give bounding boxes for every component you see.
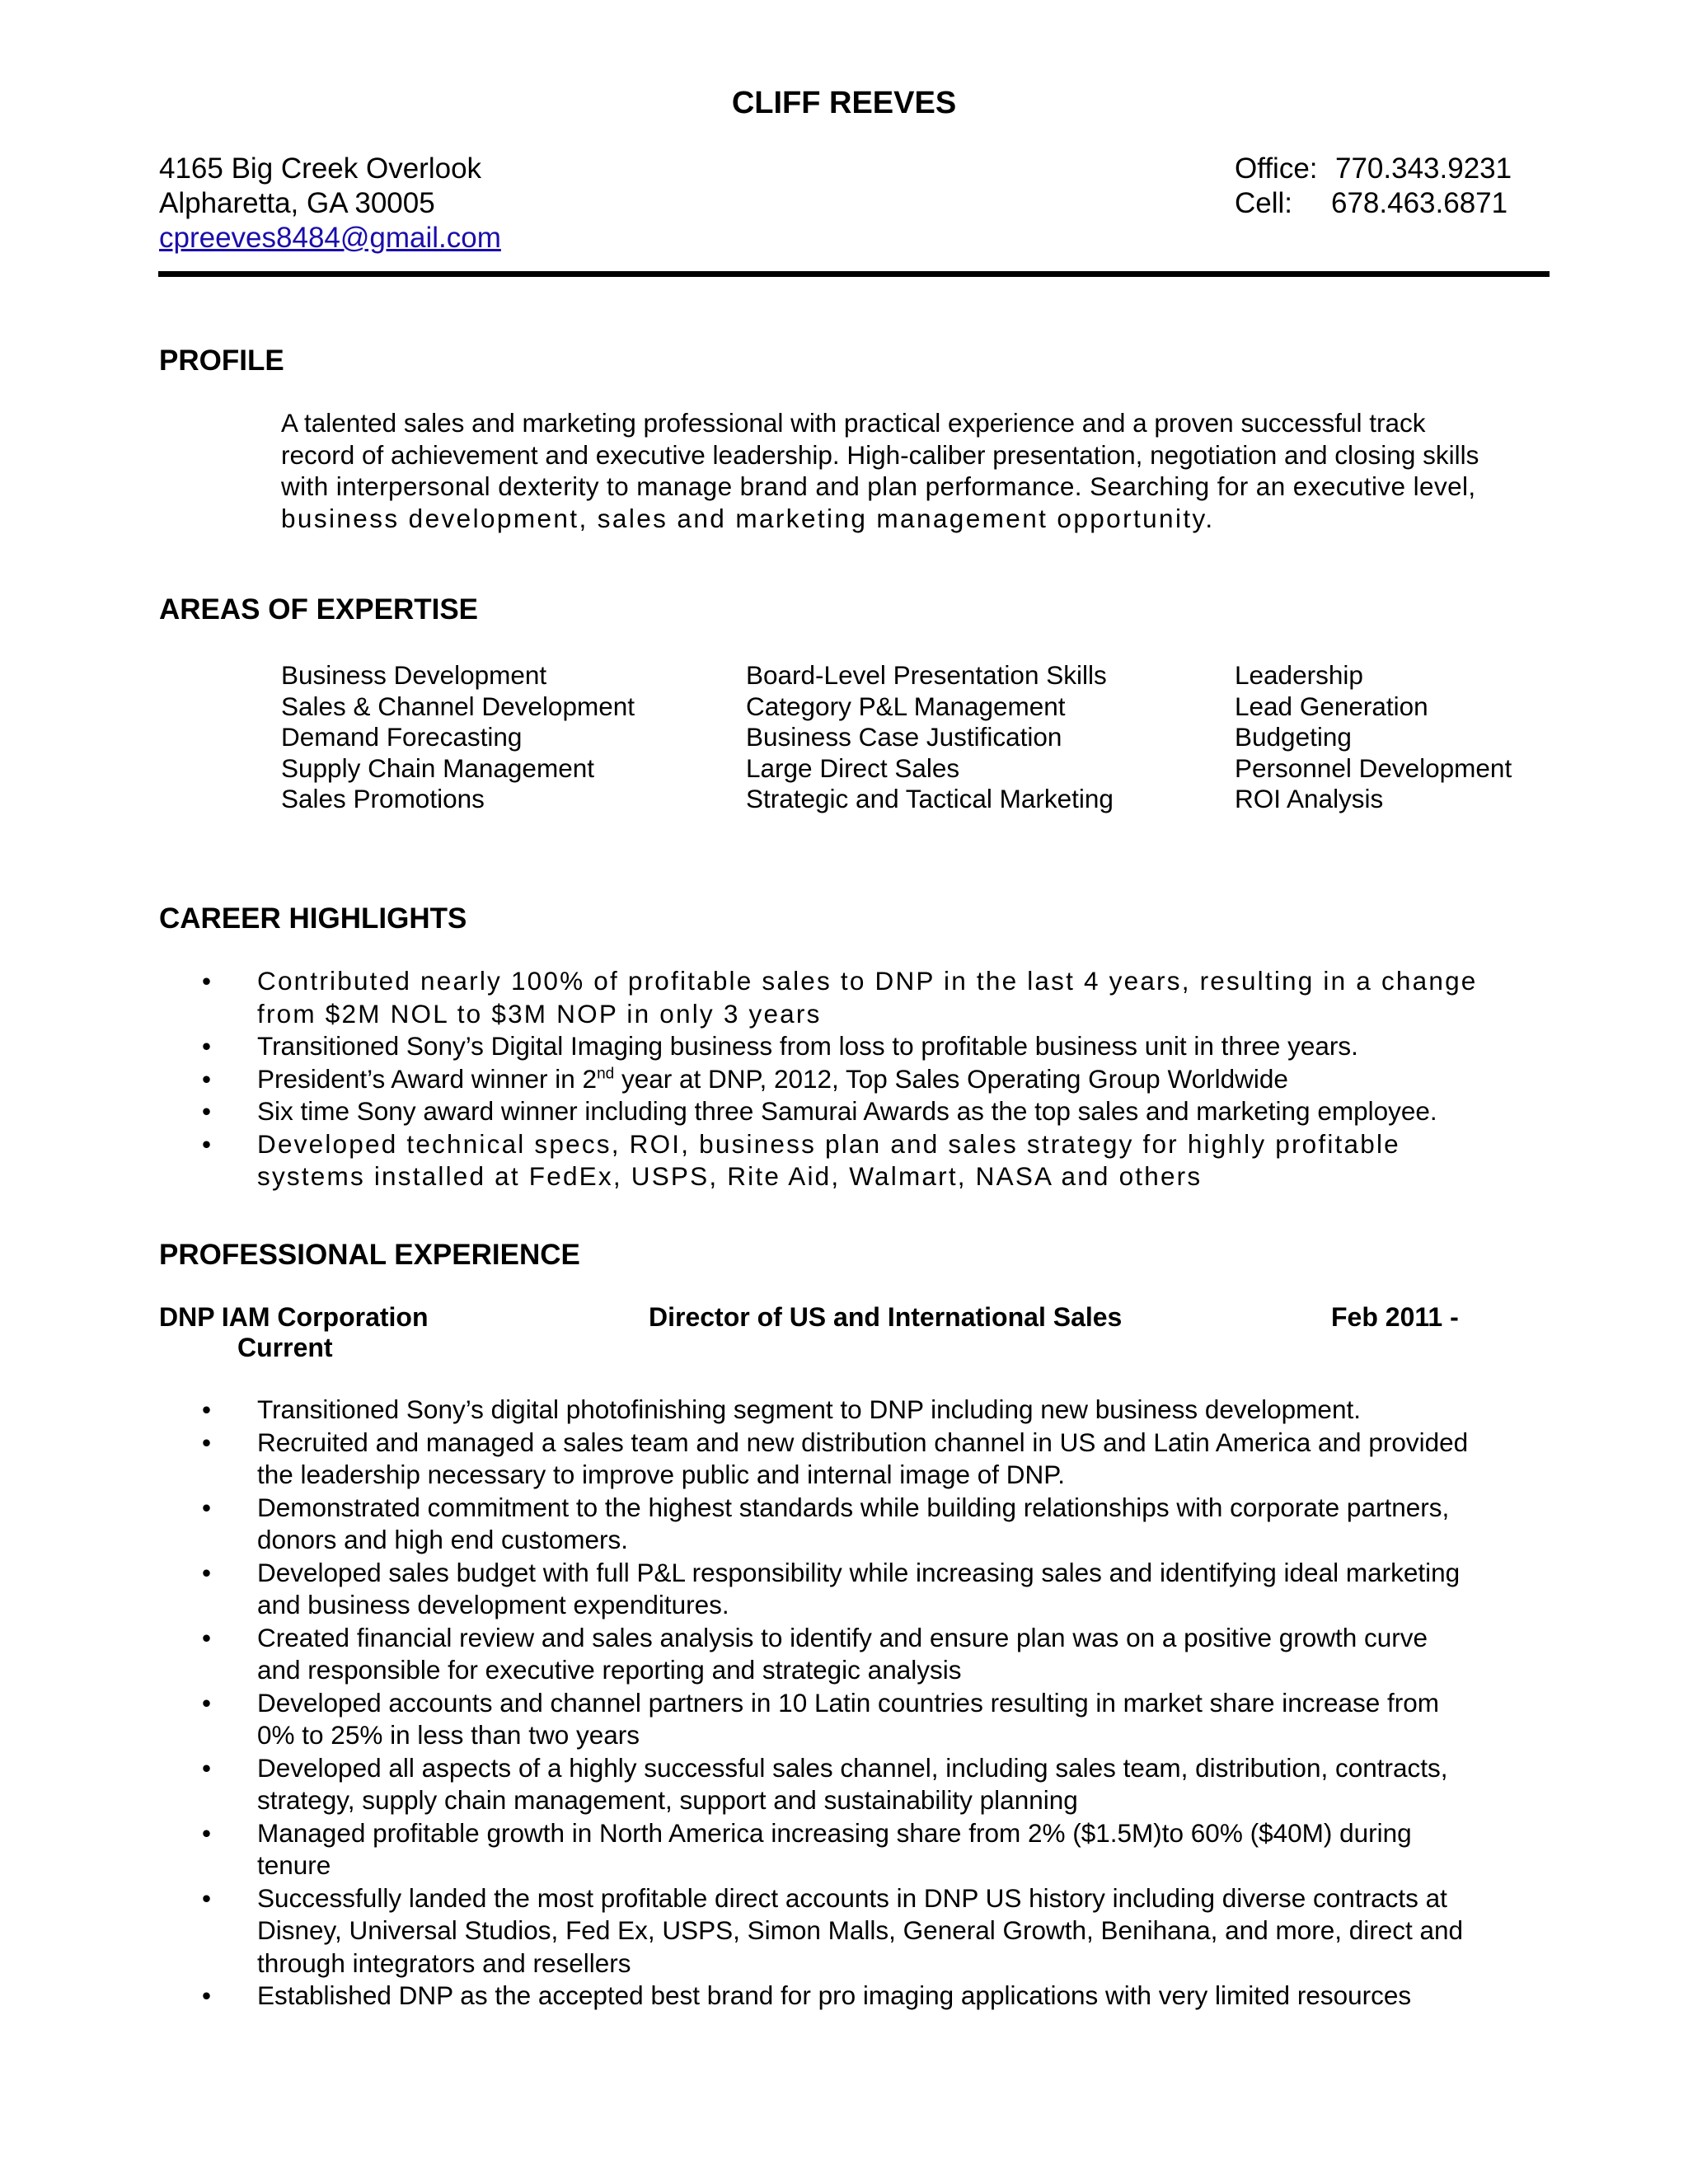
expertise-item: Strategic and Tactical Marketing: [746, 784, 1114, 813]
experience-heading: PROFESSIONAL EXPERIENCE: [159, 1239, 580, 1271]
expertise-item: Lead Generation: [1235, 691, 1428, 721]
expertise-item: Business Case Justification: [746, 722, 1062, 752]
expertise-item: Sales & Channel Development: [281, 691, 635, 721]
list-item: • Developed technical specs, ROI, business plan and sales strategy for highly profitable systems installed at FedEx, USPS, Rite Aid, Walmart, NASA and others: [202, 1128, 1400, 1191]
address-line-1: 4165 Big Creek Overlook: [159, 152, 482, 185]
job-dates: Feb 2011 -: [1331, 1302, 1459, 1332]
list-item: • Six time Sony award winner including three Samurai Awards as the top sales and marketing employee.: [202, 1095, 1562, 1128]
list-item: • Developed sales budget with full P&L responsibility while increasing sales and identifying ideal marketing and business development expenditures.: [202, 1557, 1461, 1619]
bullet-icon: •: [202, 1622, 212, 1652]
expertise-item: Category P&L Management: [746, 691, 1066, 721]
list-item: • Transitioned Sony’s Digital Imaging business from loss to profitable business unit in three years.: [202, 1030, 1562, 1063]
expertise-item: Large Direct Sales: [746, 752, 960, 783]
profile-line: with interpersonal dexterity to manage brand and plan performance. Searching for an executive level,: [281, 471, 1476, 501]
profile-line: A talented sales and marketing professional with practical experience and a proven successful track: [281, 408, 1426, 438]
expertise-item: Sales Promotions: [281, 784, 485, 813]
highlights-heading: CAREER HIGHLIGHTS: [159, 902, 467, 935]
address-block: [159, 152, 501, 255]
bullet-icon: •: [202, 1687, 212, 1718]
profile-heading: PROFILE: [159, 344, 284, 377]
list-item: • Recruited and managed a sales team and new distribution channel in US and Latin America and provided the leadership necessary to improve public and internal image of DNP.: [202, 1427, 1469, 1489]
bullet-icon: •: [202, 1557, 212, 1587]
bullet-icon: •: [202, 1427, 212, 1457]
phone-block: [1235, 152, 1512, 221]
header-divider: [158, 271, 1550, 277]
bullet-icon: •: [202, 1063, 212, 1094]
expertise-item: Leadership: [1235, 660, 1363, 690]
cell-label: Cell:: [1235, 187, 1293, 219]
bullet-icon: •: [202, 1096, 212, 1126]
job-dates-continued: Current: [237, 1333, 333, 1362]
list-item: • Developed accounts and channel partners in 10 Latin countries resulting in market share increase from 0% to 25% in less than two years: [202, 1687, 1440, 1750]
company-name: DNP IAM Corporation: [159, 1302, 429, 1332]
expertise-item: Board-Level Presentation Skills: [746, 660, 1107, 690]
bullet-icon: •: [202, 1980, 212, 2010]
office-number: 770.343.9231: [1335, 152, 1512, 185]
expertise-item: Demand Forecasting: [281, 722, 523, 752]
expertise-item: Supply Chain Management: [281, 752, 594, 783]
expertise-column-1: [281, 660, 635, 815]
expertise-column-2: [746, 660, 1114, 815]
expertise-heading: AREAS OF EXPERTISE: [159, 593, 479, 626]
email-link[interactable]: cpreeves8484@gmail.com: [159, 222, 501, 254]
highlights-list: [202, 965, 1562, 1193]
expertise-item: Personnel Development: [1235, 752, 1512, 783]
list-item: • Created financial review and sales analysis to identify and ensure plan was on a positive growth curve and responsible for executive reporting and strategic analysis: [202, 1622, 1428, 1685]
bullet-icon: •: [202, 1752, 212, 1783]
bullet-icon: •: [202, 966, 212, 996]
expertise-item: Business Development: [281, 660, 547, 690]
list-item: • Contributed nearly 100% of profitable sales to DNP in the last 4 years, resulting in a change from $2M NOL to $3M NOP in only 3 years: [202, 966, 1478, 1029]
list-item: • Transitioned Sony’s digital photofinishing segment to DNP including new business development.: [202, 1394, 1562, 1427]
bullet-icon: •: [202, 1128, 212, 1159]
list-item: • Established DNP as the accepted best brand for pro imaging applications with very limited resources: [202, 1980, 1562, 2013]
profile-paragraph: [281, 407, 1534, 534]
expertise-column-3: [1235, 660, 1512, 815]
bullet-icon: •: [202, 1031, 212, 1061]
address-line-2: Alpharetta, GA 30005: [159, 187, 435, 219]
bullet-icon: •: [202, 1492, 212, 1522]
bullet-icon: •: [202, 1817, 212, 1848]
list-item: • Successfully landed the most profitable direct accounts in DNP US history including diverse contracts at Disney, Universal Studios, Fed Ex, USPS, Simon Malls, General Growth, Benihana, and more, direct and through integrators and resellers: [202, 1882, 1464, 1978]
superscript: nd: [597, 1065, 615, 1082]
experience-list: [202, 1394, 1562, 2013]
list-item: • President’s Award winner in 2nd year at DNP, 2012, Top Sales Operating Group Worldwide: [202, 1063, 1562, 1096]
job-title: Director of US and International Sales: [649, 1302, 1123, 1332]
list-item: • Demonstrated commitment to the highest standards while building relationships with corporate partners, donors and high end customers.: [202, 1492, 1450, 1554]
bullet-icon: •: [202, 1394, 212, 1424]
list-item: • Managed profitable growth in North America increasing share from 2% ($1.5M)to 60% ($40M) during tenure: [202, 1817, 1412, 1880]
bullet-icon: •: [202, 1882, 212, 1913]
candidate-name: CLIFF REEVES: [731, 86, 957, 120]
expertise-item: Budgeting: [1235, 722, 1352, 752]
office-label: Office:: [1235, 152, 1318, 185]
profile-line: record of achievement and executive leadership. High-caliber presentation, negotiation and closing skills: [281, 439, 1479, 470]
list-item: • Developed all aspects of a highly successful sales channel, including sales team, distribution, contracts, strategy, supply chain management, support and sustainability planning: [202, 1752, 1448, 1815]
profile-line: business development, sales and marketing management opportunity.: [281, 503, 1215, 533]
cell-number: 678.463.6871: [1331, 187, 1508, 219]
expertise-item: ROI Analysis: [1235, 784, 1384, 813]
